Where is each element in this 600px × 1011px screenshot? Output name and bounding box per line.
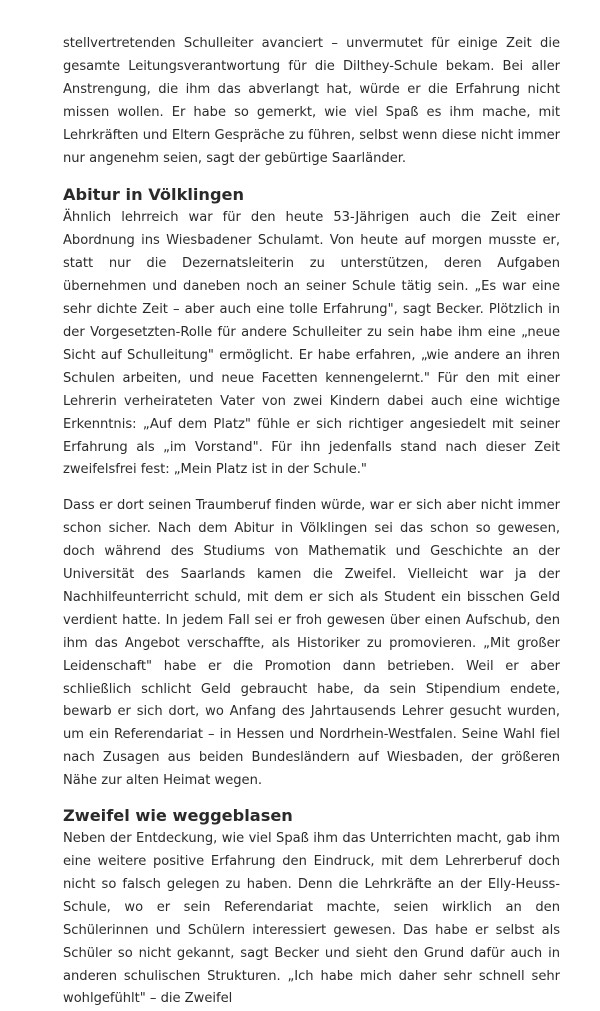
paragraph-traumberuf: Dass er dort seinen Traumberuf finden würde, war er sich aber nicht immer schon sicher. Nach dem Abitur in Völklingen sei das schon so gewesen, doch während des Studiums von Mathematik und Geschichte an der Universität des Saarlands kamen die Zweifel. Vielleicht war ja der Nachhilfeunterricht schuld, mit dem er sich als Student ein bisschen Geld verdient hatte. In jedem Fall sei er froh gewesen über einen Aufschub, den ihm das Angebot verschaffte, als Historiker zu promovieren. „Mit großer Leidenschaft" habe er die Promotion dann betrieben. Weil er aber schließlich schlicht Geld gebraucht habe, da sein Stipendium endete, bewarb er sich dort, wo Anfang des Jahrtausends Lehrer gesucht wurden, um ein Referendariat – in Hessen und Nordrhein-Westfalen. Seine Wahl fiel nach Zusagen aus beiden Bundesländern auf Wiesbaden, der größeren Nähe zur alten Heimat wegen. [63,498,560,789]
section-heading-zweifel: Zweifel wie weggeblasen [63,806,293,826]
paragraph-intro: stellvertretenden Schulleiter avanciert – unvermutet für einige Zeit die gesamte Leitungsverantwortung für die Dilthey-Schule bekam. Bei aller Anstrengung, die ihm das abverlangt hat, würde er die Erfahrung nicht missen wollen. Er habe so gemerkt, wie viel Spaß es ihm mache, mit Lehrkräften und Eltern Gespräche zu führen, selbst wenn diese nicht immer nur angenehm seien, sagt der gebürtige Saarländer. [63,36,560,166]
paragraph-referendariat: Neben der Entdeckung, wie viel Spaß ihm das Unterrichten macht, gab ihm eine weitere positive Erfahrung den Eindruck, mit dem Lehrerberuf doch nicht so falsch gelegen zu haben. Denn die Lehrkräfte an der Elly-Heuss-Schule, wo er sein Referendariat machte, seien wirklich an den Schülerinnen und Schülern interessiert gewesen. Das habe er selbst als Schüler so nicht gekannt, sagt Becker und sieht den Grund dafür auch in anderen schulischen Strukturen. „Ich habe mich daher sehr schnell sehr wohlgefühlt" – die Zweifel [63,831,560,1007]
section-heading-abitur: Abitur in Völklingen [63,185,245,205]
paragraph-schulamt: Ähnlich lehrreich war für den heute 53-Jährigen auch die Zeit einer Abordnung ins Wiesbadener Schulamt. Von heute auf morgen musste er, statt nur die Dezernatsleiterin zu unterstützen, deren Aufgaben übernehmen und daneben noch an seiner Schule tätig sein. „Es war eine sehr dichte Zeit – aber auch eine tolle Erfahrung", sagt Becker. Plötzlich in der Vorgesetzten-Rolle für andere Schulleiter zu sein habe ihm eine „neue Sicht auf Schulleitung" ermöglicht. Er habe erfahren, „wie andere an ihren Schulen arbeiten, und neue Facetten kennengelernt." Für den mit einer Lehrerin verheirateten Vater von zwei Kindern dabei auch eine wichtige Erkenntnis: „Auf dem Platz" fühle er sich richtiger angesiedelt mit seiner Erfahrung als „im Vorstand". Für ihn jedenfalls stand nach dieser Zeit zweifelsfrei fest: „Mein Platz ist in der Schule." [63,210,560,478]
